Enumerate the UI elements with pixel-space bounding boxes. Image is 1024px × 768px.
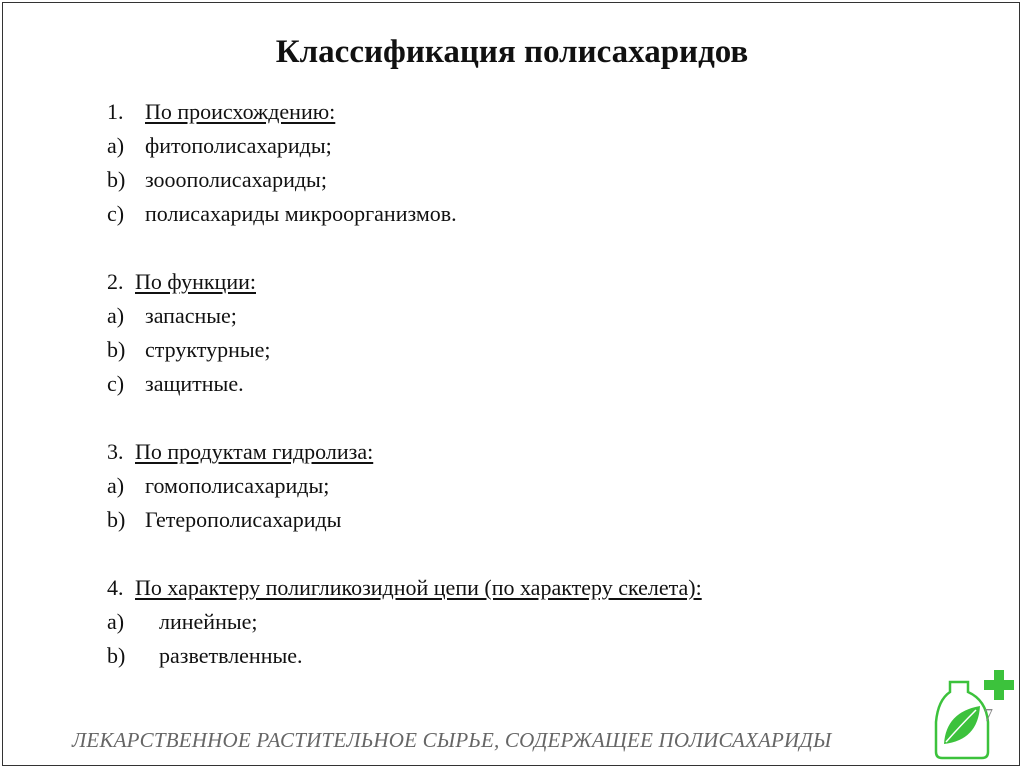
item-text: фитополисахариды;	[145, 133, 332, 158]
list-item	[107, 639, 967, 673]
item-marker: b)	[107, 167, 126, 192]
item-marker: b)	[107, 507, 126, 532]
item-marker: c)	[107, 371, 125, 396]
item-text: защитные.	[145, 371, 244, 396]
list-item	[107, 197, 967, 231]
page-number: 7	[984, 705, 993, 725]
item-text: линейные;	[159, 609, 258, 634]
section-title: По характеру полигликозидной цепи (по характеру скелета):	[135, 575, 702, 600]
list-item	[107, 469, 967, 503]
item-text: запасные;	[145, 303, 237, 328]
item-text: зооополисахариды;	[145, 167, 327, 192]
list-item	[107, 503, 967, 537]
item-text: структурные;	[145, 337, 271, 362]
footer-caption: ЛЕКАРСТВЕННОЕ РАСТИТЕЛЬНОЕ СЫРЬЕ, СОДЕРЖАЩЕЕ ПОЛИСАХАРИДЫ	[72, 728, 832, 752]
section-title: По функции:	[135, 269, 256, 294]
item-marker: a)	[107, 609, 125, 634]
section-number: 2.	[107, 269, 124, 294]
item-text: полисахариды микроорганизмов.	[145, 201, 457, 226]
item-marker: a)	[107, 473, 125, 498]
section-heading	[107, 265, 967, 299]
section-number: 4.	[107, 575, 124, 600]
item-marker: b)	[107, 643, 126, 668]
section-title: По продуктам гидролиза:	[135, 439, 374, 464]
section-number: 3.	[107, 439, 124, 464]
list-item	[107, 299, 967, 333]
section-heading	[107, 571, 967, 605]
item-marker: a)	[107, 303, 125, 328]
classification-list	[107, 95, 967, 673]
item-text: гомополисахариды;	[145, 473, 330, 498]
section-heading	[107, 435, 967, 469]
pharmacy-leaf-logo-icon	[928, 660, 1020, 760]
list-item	[107, 129, 967, 163]
item-marker: c)	[107, 201, 125, 226]
section-title: По происхождению:	[145, 99, 336, 124]
list-item	[107, 605, 967, 639]
list-item	[107, 367, 967, 401]
item-text: Гетерополисахариды	[145, 507, 342, 532]
list-item	[107, 333, 967, 367]
section-number: 1.	[107, 99, 124, 124]
section-heading	[107, 95, 967, 129]
list-item	[107, 163, 967, 197]
slide-title: Классификация полисахаридов	[275, 34, 749, 70]
item-marker: a)	[107, 133, 125, 158]
item-marker: b)	[107, 337, 126, 362]
item-text: разветвленные.	[159, 643, 303, 668]
